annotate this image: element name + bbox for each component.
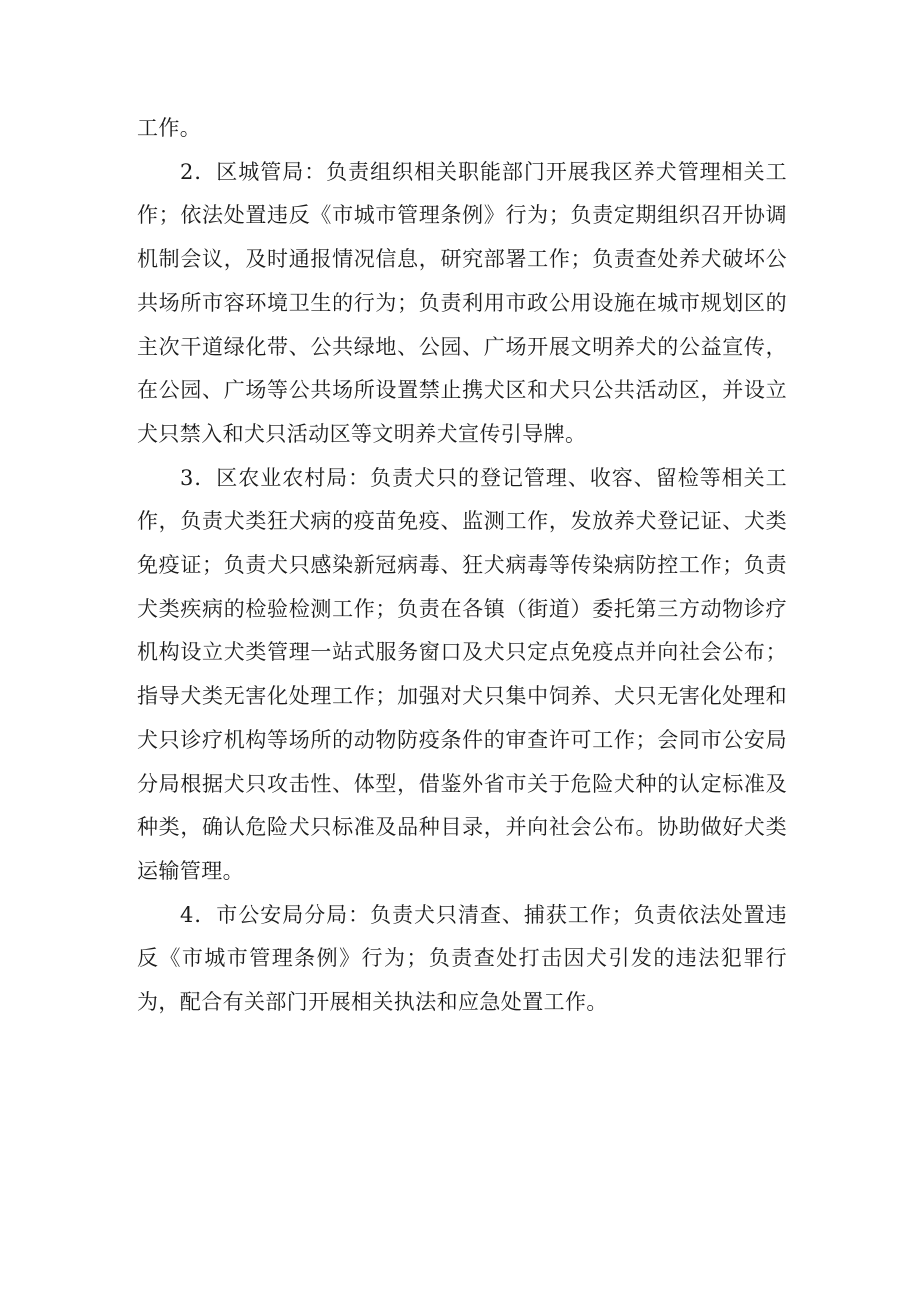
paragraph-item-2: 2．区城管局：负责组织相关职能部门开展我区养犬管理相关工作；依法处置违反《市城市管理条例》行为；负责定期组织召开协调机制会议，及时通报情况信息，研究部署工作；负责查处养犬破坏公共场所市容环境卫生的行为；负责利用市政公用设施在城市规划区的主次干道绿化带、公共绿地、公园、广场开展文明养犬的公益宣传，在公园、广场等公共场所设置禁止携犬区和犬只公共活动区，并设立犬只禁入和犬只活动区等文明养犬宣传引导牌。 (137, 159, 787, 446)
paragraph-item-4: 4．市公安局分局：负责犬只清查、捕获工作；负责依法处置违反《市城市管理条例》行为；负责查处打击因犬引发的违法犯罪行为，配合有关部门开展相关执法和应急处置工作。 (137, 902, 787, 1015)
paragraph-item-3: 3．区农业农村局：负责犬只的登记管理、收容、留检等相关工作，负责犬类狂犬病的疫苗免疫、监测工作，发放养犬登记证、犬类免疫证；负责犬只感染新冠病毒、狂犬病毒等传染病防控工作；负责犬类疾病的检验检测工作；负责在各镇（街道）委托第三方动物诊疗机构设立犬类管理一站式服务窗口及犬只定点免疫点并向社会公布；指导犬类无害化处理工作；加强对犬只集中饲养、犬只无害化处理和犬只诊疗机构等场所的动物防疫条件的审查许可工作；会同市公安局分局根据犬只攻击性、体型，借鉴外省市关于危险犬种的认定标准及种类，确认危险犬只标准及品种目录，并向社会公布。协助做好犬类运输管理。 (137, 465, 787, 883)
document-body (137, 107, 787, 1025)
paragraph-continuation: 工作。 (137, 116, 202, 140)
